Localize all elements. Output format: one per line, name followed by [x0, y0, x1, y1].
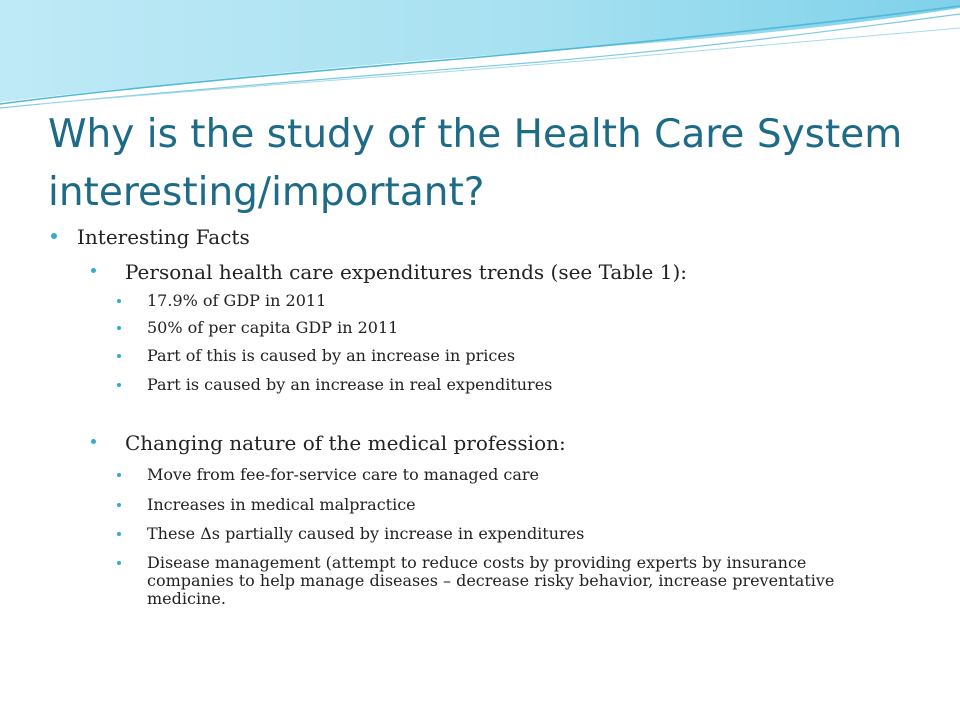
bullet-dot-icon: [117, 326, 121, 330]
bullet-dot-icon: [117, 354, 121, 358]
slide-title: Why is the study of the Health Care System interesting/important?: [48, 112, 903, 215]
bullet-dot-icon: [117, 532, 121, 536]
bullet-dot-icon: [117, 561, 121, 565]
section-b-heading: Changing nature of the medical profession:: [125, 431, 566, 455]
list-item: Disease management (attempt to reduce costs by providing experts by insurance companies to help manage diseases – decrease risky behavior, increase preventative medicine.: [147, 553, 835, 608]
list-item: 50% of per capita GDP in 2011: [147, 318, 399, 337]
bullet-dot-icon: [51, 233, 57, 239]
list-item: Part of this is caused by an increase in prices: [147, 346, 516, 365]
level1-text: Interesting Facts: [77, 225, 250, 249]
bullet-dot-icon: [117, 503, 121, 507]
list-item: Move from fee-for-service care to managed care: [147, 465, 540, 484]
list-item: Increases in medical malpractice: [147, 495, 416, 514]
bullet-dot-icon: [91, 439, 96, 444]
bullet-dot-icon: [117, 383, 121, 387]
list-item: These Δs partially caused by increase in expenditures: [147, 524, 585, 543]
bullet-dot-icon: [117, 299, 121, 303]
list-item: Part is caused by an increase in real expenditures: [147, 375, 553, 394]
bullet-dot-icon: [117, 473, 121, 477]
section-a-heading: Personal health care expenditures trends (see Table 1):: [125, 260, 687, 284]
bullet-dot-icon: [91, 268, 96, 273]
list-item: 17.9% of GDP in 2011: [147, 291, 327, 310]
